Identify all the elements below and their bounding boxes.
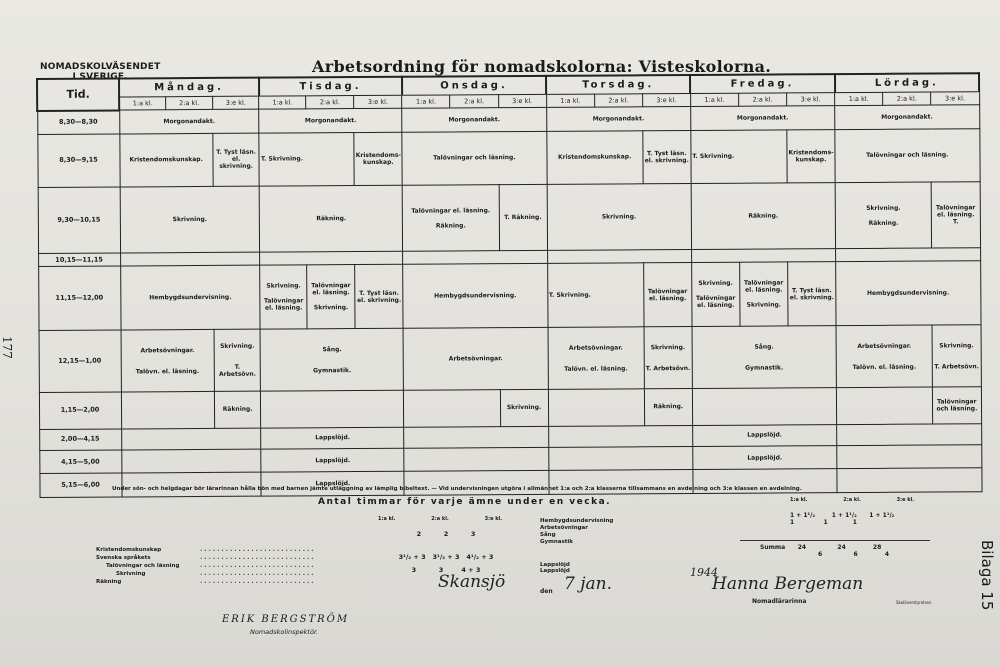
lesson-cell	[547, 263, 644, 328]
page-number: 177	[0, 336, 14, 359]
subject-label: Hembygdsundervisning	[540, 518, 614, 524]
lesson-text: Räkning.	[435, 221, 466, 230]
col-head: 1:a kl.	[378, 516, 396, 522]
lesson-cell: Kristendoms-kunskap.	[787, 129, 835, 183]
lesson-cell: Lappslöjd.	[692, 424, 836, 446]
hour-value: 4 + 3	[461, 566, 481, 574]
organization-line-1: NOMADSKOLVÄSENDET	[40, 62, 161, 72]
hour-value: 1 + 1¹/₂	[790, 512, 816, 519]
lesson-text: Räkning.	[868, 219, 899, 227]
lesson-text: Gymnastik.	[313, 366, 352, 374]
hour-value: 1 + 1¹/₂	[869, 512, 895, 519]
lesson-text: Skrivning.	[266, 282, 301, 290]
schedule-table	[36, 72, 983, 498]
lesson-cell: Morgonandakt.	[835, 105, 980, 129]
subject-label: Talövningar och läsning	[106, 563, 180, 569]
lesson-cell: Räkning.	[260, 185, 403, 252]
lesson-cell	[403, 185, 500, 252]
lesson-cell	[836, 325, 933, 388]
summa-sub: 6	[853, 551, 858, 558]
summa-value: 28	[872, 544, 882, 551]
lesson-cell: Lappslöjd.	[261, 448, 404, 472]
lesson-cell: Räkning.	[214, 391, 261, 428]
time-cell: 9,30—10,15	[38, 187, 120, 254]
subject-label: Gymnastik	[540, 539, 573, 545]
lesson-text: T. Arbetsövn.	[645, 364, 691, 372]
teacher-mark: T.	[504, 214, 510, 222]
summa-label: Summa	[760, 544, 786, 551]
lesson-cell	[499, 184, 547, 251]
hours-title: Antal timmar för varje ämne under en vecka.	[318, 497, 612, 507]
time-cell: 2,00—4,15	[39, 429, 121, 451]
summa-value: 24	[837, 544, 846, 551]
hour-value: 1	[790, 519, 795, 526]
col-head: 1:a kl.	[790, 497, 808, 503]
day-header: Onsdag.	[402, 76, 546, 96]
lesson-cell: Morgonandakt.	[259, 108, 402, 132]
hour-value: 3¹/₂ + 3	[398, 553, 426, 561]
date-prefix: den	[540, 588, 553, 595]
left-subjects	[96, 546, 179, 586]
lesson-text: Skrivning.	[866, 204, 901, 212]
class-header: 2:a kl.	[306, 96, 354, 109]
lesson-cell	[121, 330, 215, 393]
left-values	[376, 530, 516, 575]
lesson-text: Sång.	[754, 343, 774, 351]
lesson-cell	[835, 182, 932, 249]
subject-label: Sång	[540, 532, 556, 538]
time-cell: 8,30—9,15	[37, 134, 119, 188]
date-handwritten: 7 jan.	[564, 574, 612, 594]
summa-sub: 4	[884, 551, 890, 558]
col-head: 3:e kl.	[484, 516, 503, 522]
lesson-text: Skrivning.	[313, 304, 349, 312]
time-cell: 1,15—2,00	[39, 392, 121, 429]
lesson-cell	[259, 132, 354, 186]
lesson-cell	[691, 129, 787, 183]
class-header: 3:e kl.	[212, 96, 259, 109]
right-subjects	[540, 518, 613, 569]
lesson-text: Talövningar el. läsning.	[411, 206, 491, 215]
lesson-text: Arbetsövningar.	[568, 344, 623, 352]
lesson-cell: T. Tyst läsn. el. skrivning.	[355, 264, 404, 328]
lesson-text: Arbetsövningar.	[857, 342, 912, 350]
class-header: 1:a kl.	[119, 97, 166, 110]
class-header: 1:a kl.	[402, 95, 450, 108]
lesson-cell	[214, 329, 261, 391]
class-header: 2:a kl.	[450, 95, 498, 108]
lesson-text: Skrivning.	[939, 341, 974, 350]
day-header: Lördag.	[835, 73, 980, 93]
lesson-cell	[307, 265, 355, 329]
col-head: 2:a kl.	[843, 497, 861, 503]
teacher-mark: T.	[692, 153, 698, 161]
class-header: 2:a kl.	[738, 93, 786, 106]
lesson-text: Skrivning.	[650, 343, 686, 351]
lesson-text: Skrivning.	[699, 152, 735, 161]
lesson-cell: T. Tyst läsn. el. skrivning.	[213, 133, 260, 187]
class-header: 3:e kl.	[498, 95, 546, 108]
day-header: Torsdag.	[546, 75, 690, 95]
day-header: Fredag.	[690, 74, 834, 94]
time-cell: 11,15—12,00	[38, 266, 120, 331]
hour-value: 3¹/₂ + 3	[432, 553, 460, 561]
lesson-cell: T. Tyst läsn. el. skrivning.	[643, 130, 691, 184]
table-row	[37, 128, 979, 187]
lesson-text: T. Arbetsövn.	[218, 363, 256, 379]
lesson-text: Talövningar el. läsning.	[311, 282, 351, 297]
lesson-cell: Lappslöjd.	[261, 472, 404, 496]
teacher-mark: T.	[548, 291, 555, 299]
lesson-text: Skrivning.	[556, 291, 591, 299]
teacher-mark: T.	[952, 218, 959, 226]
lesson-cell: Arbetsövningar.	[403, 328, 548, 391]
lesson-text: Skrivning.	[268, 155, 303, 163]
table-row	[39, 325, 981, 393]
lesson-cell: Talövningar och läsning.	[933, 387, 982, 424]
lesson-text: Arbetsövningar.	[140, 346, 195, 355]
lesson-text: Talövningar el. läsning.	[695, 294, 736, 310]
lesson-text: Talövningar el. läsning.	[743, 279, 784, 294]
lesson-cell: Hembygdsundervisning.	[836, 261, 981, 326]
summa-value: 24	[797, 544, 807, 551]
time-cell: 8,30—8,30	[37, 110, 119, 134]
organization-line-2: I SVERIGE.	[72, 72, 128, 82]
lesson-cell: Talövningar och läsning.	[835, 128, 980, 182]
lesson-cell	[740, 262, 788, 326]
day-header: Måndag.	[119, 78, 259, 98]
footnote: Under sön- och helgdagar bör lärarinnan hålla bön med barnen jämte utläggning av lämplig bibeltext. — Vid undervisningen utgöra i allmänhet 1:a och 2:a klasserna tillsammans en avdelning och 3:e klassen en avdelning.	[112, 486, 802, 492]
hour-value: 1	[823, 519, 828, 526]
hour-value: 3	[411, 566, 417, 574]
lesson-text: Gymnastik.	[745, 364, 784, 372]
inspector-title: Nomadskolinspektör.	[250, 628, 319, 636]
lesson-text: Skrivning.	[746, 301, 782, 309]
lesson-text: Skrivning.	[220, 342, 255, 351]
time-cell: 4,15—5,00	[39, 450, 121, 474]
lesson-text: Talövningar el. läsning.	[935, 204, 976, 219]
table-row	[39, 387, 981, 429]
col-head: 2:a kl.	[431, 516, 449, 522]
class-header: 3:e kl.	[354, 95, 402, 108]
lesson-cell: Morgonandakt.	[690, 106, 834, 130]
subject-label: Skrivning	[116, 571, 146, 577]
lesson-cell: Skrivning.	[547, 183, 692, 250]
lesson-cell	[548, 327, 645, 390]
class-header: 1:a kl.	[546, 94, 594, 107]
place-signature: Skansjö	[438, 572, 506, 592]
lesson-cell: Skrivning.	[500, 390, 548, 427]
class-header: 3:e kl.	[931, 92, 979, 105]
lesson-cell: Räkning.	[691, 183, 836, 250]
right-col-head	[790, 497, 914, 503]
hour-value: 4¹/₂ + 3	[466, 553, 494, 561]
lesson-cell: Morgonandakt.	[546, 107, 690, 131]
lesson-cell: T. Tyst läsn. el. skrivning.	[788, 262, 836, 326]
subject-label: Räkning	[96, 579, 122, 585]
left-col-head	[378, 516, 502, 522]
lesson-cell: Talövningar och läsning.	[402, 131, 547, 185]
lesson-cell	[691, 262, 739, 326]
table-row	[38, 182, 980, 254]
class-header: 2:a kl.	[166, 97, 213, 110]
subject-label: Kristendomskunskap	[96, 547, 162, 553]
teacher-signature: Hanna Bergeman	[712, 574, 864, 594]
day-header: Tisdag.	[259, 77, 402, 97]
page-title: Arbetsordning för nomadskolorna: Visteskolorna.	[312, 57, 772, 76]
lesson-text: Sång.	[322, 345, 342, 353]
appendix-label: Bilaga 15	[978, 540, 996, 611]
lesson-cell	[692, 326, 837, 389]
time-cell: 12,15—1,00	[39, 330, 121, 392]
lesson-text: Talövn. el. läsning.	[135, 367, 200, 376]
right-values	[790, 512, 894, 526]
col-head: 3:e kl.	[896, 497, 915, 503]
lesson-text: Räkning.	[511, 214, 542, 222]
lesson-cell: Kristendoms-kunskap.	[354, 132, 402, 186]
lesson-cell: Räkning.	[644, 389, 692, 426]
print-mark: Skolöverstyrelsen	[896, 600, 932, 605]
table-row	[39, 468, 981, 497]
year: 1944	[690, 566, 718, 579]
leader-dots: ........................... ........................... ........................... ........................... ...........................	[200, 546, 316, 585]
lesson-text: Talövningar el. läsning.	[263, 297, 304, 312]
lesson-text: Talövn. el. läsning.	[852, 363, 917, 371]
summa-row	[760, 544, 889, 558]
hour-value: 1 + 1¹/₂	[831, 512, 857, 519]
lesson-cell: Skrivning.	[120, 186, 260, 253]
summa-sub: 6	[818, 551, 823, 558]
lappslojd-label: Lappslöjd	[540, 568, 570, 574]
subject-label: Lappslöjd	[540, 562, 570, 568]
subject-label: Svenska språkets	[96, 555, 151, 561]
hour-value: 1	[852, 519, 857, 526]
teacher-role: Nomadlärarinna	[752, 598, 807, 605]
hour-value: 3	[470, 530, 476, 538]
hour-value: 2	[416, 530, 422, 538]
time-header: Tid.	[37, 78, 119, 110]
class-header: 2:a kl.	[883, 92, 931, 105]
teacher-mark: T.	[260, 155, 267, 163]
lesson-cell: Morgonandakt.	[119, 109, 259, 133]
lesson-cell: Kristendomskunskap.	[119, 133, 213, 187]
hour-value: 2	[443, 530, 449, 538]
lesson-cell	[644, 327, 692, 389]
class-header: 1:a kl.	[835, 93, 883, 106]
lesson-cell: Kristendomskunskap.	[546, 130, 642, 184]
lesson-cell	[260, 265, 307, 329]
subject-label: Arbetsövningar	[540, 525, 588, 531]
hour-value: 3	[438, 566, 444, 574]
class-header: 3:e kl.	[642, 94, 690, 107]
lesson-text: T. Arbetsövn.	[934, 362, 979, 371]
lesson-cell: Hembygdsundervisning.	[403, 263, 548, 328]
lesson-cell	[261, 328, 404, 391]
lesson-cell	[932, 325, 981, 387]
lesson-cell: Hembygdsundervisning.	[120, 265, 260, 330]
inspector-name: ERIK BERGSTRÖM	[222, 614, 350, 625]
time-cell: 5,15—6,00	[39, 473, 121, 497]
lesson-cell	[931, 182, 980, 249]
class-header: 1:a kl.	[259, 96, 306, 109]
lesson-cell: Lappslöjd.	[261, 427, 404, 449]
time-cell: 10,15—11,15	[38, 253, 120, 266]
table-row	[38, 261, 980, 331]
summa-rule	[740, 540, 930, 541]
class-header: 2:a kl.	[594, 94, 642, 107]
lesson-text: Skrivning.	[698, 279, 733, 288]
lesson-cell: Morgonandakt.	[402, 107, 546, 131]
class-header: 1:a kl.	[690, 93, 738, 106]
lesson-text: Talövn. el. läsning.	[564, 365, 628, 373]
class-header: 3:e kl.	[787, 93, 835, 106]
lesson-cell: Lappslöjd.	[693, 446, 837, 470]
lesson-cell: Talövningar el. läsning.	[643, 263, 691, 327]
